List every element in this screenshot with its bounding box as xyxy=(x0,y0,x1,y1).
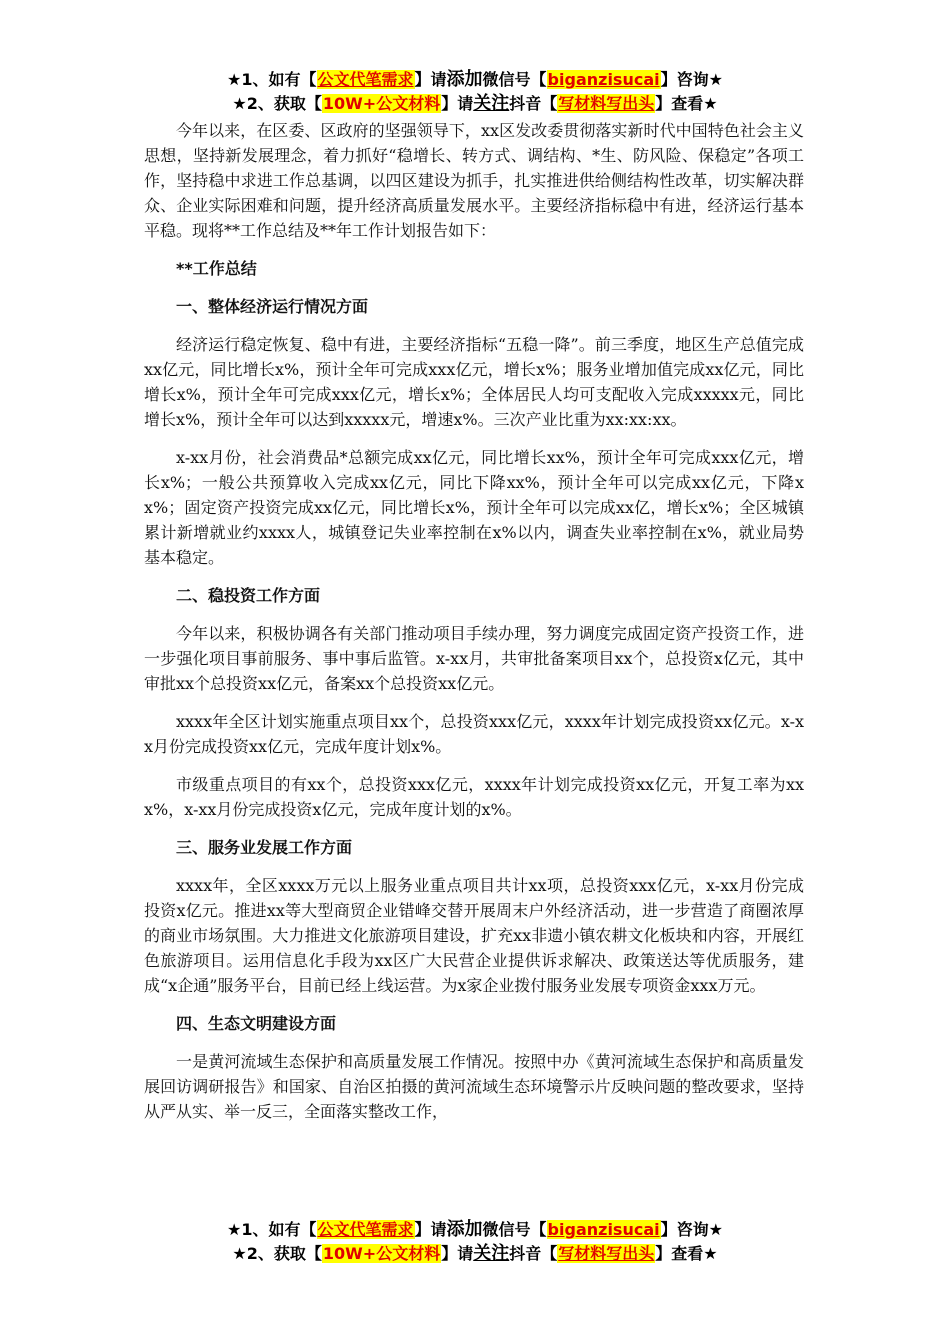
section-1-paragraph-1: 经济运行稳定恢复、稳中有进，主要经济指标“五稳一降”。前三季度，地区生产总值完成xx亿元，同比增长x%，预计全年可完成xxx亿元，增长x%；服务业增加值完成xx亿元，同比增长x%，预计全年可完成xxx亿元，增长x%；全体居民人均可支配收入完成xxxxx元，同比增长x%，预计全年可以达到xxxxx元，增速x%。三次产业比重为xx:xx:xx。 xyxy=(144,335,804,429)
promo-text: 抖音【 xyxy=(509,94,558,113)
promo-text: 】查看★ xyxy=(655,1244,718,1263)
promo-highlight-service: 公文代笔需求 xyxy=(317,70,414,89)
promo-highlight-materials: 10W+公文材料 xyxy=(322,94,441,113)
promo-highlight-materials: 10W+公文材料 xyxy=(322,1244,441,1263)
promo-highlight-service: 公文代笔需求 xyxy=(317,1220,414,1239)
section-1-heading: 一、整体经济运行情况方面 xyxy=(176,297,369,316)
section-2-paragraph-3: 市级重点项目的有xx个，总投资xxx亿元，xxxx年计划完成投资xx亿元，开复工率为xxx%，x-xx月份完成投资x亿元，完成年度计划的x%。 xyxy=(144,775,804,819)
promo-line-2 xyxy=(0,92,950,116)
document-body xyxy=(144,118,804,1124)
promo-text: ★1、如有【 xyxy=(227,70,317,89)
promo-emphasis: 关注 xyxy=(473,93,510,114)
promo-text: 】请 xyxy=(441,1244,474,1263)
section-4-paragraph-1: 一是黄河流域生态保护和高质量发展工作情况。按照中办《黄河流域生态保护和高质量发展回访调研报告》和国家、自治区拍摄的黄河流域生态环境警示片反映问题的整改要求，坚持从严从实、举一反三，全面落实整改工作， xyxy=(144,1052,804,1121)
promo-highlight-douyin: 写材料写出头 xyxy=(558,94,655,113)
promo-highlight-wechat-id: biganzisucai xyxy=(547,1220,660,1239)
promo-text: 】请 xyxy=(441,94,474,113)
intro-paragraph: 今年以来，在区委、区政府的坚强领导下，xx区发改委贯彻落实新时代中国特色社会主义思想，坚持新发展理念，着力抓好“稳增长、转方式、调结构、*生、防风险、保稳定”各项工作，坚持稳中求进工作总基调，以四区建设为抓手，扎实推进供给侧结构性改革，切实解决群众、企业实际困难和问题，提升经济高质量发展水平。主要经济指标稳中有进，经济运行基本平稳。现将**工作总结及**年工作计划报告如下： xyxy=(144,121,804,240)
promo-text: 】查看★ xyxy=(655,94,718,113)
section-2-heading: 二、稳投资工作方面 xyxy=(176,586,321,605)
section-3-paragraph-1: xxxx年，全区xxxx万元以上服务业重点项目共计xx项，总投资xxx亿元，x-xx月份完成投资x亿元。推进xx等大型商贸企业错峰交替开展周末户外经济活动，进一步营造了商圈浓厚的商业市场氛围。大力推进文化旅游项目建设，扩充xx非遗小镇农耕文化板块和内容，开展红色旅游项目。运用信息化手段为xx区广大民营企业提供诉求解决、政策送达等优质服务，建成“x企通”服务平台，目前已经上线运营。为x家企业拨付服务业发展专项资金xxx万元。 xyxy=(144,876,804,995)
promo-line-1 xyxy=(0,1218,950,1242)
promo-line-2 xyxy=(0,1242,950,1266)
section-2-paragraph-1: 今年以来，积极协调各有关部门推动项目手续办理，努力调度完成固定资产投资工作，进一步强化项目事前服务、事中事后监管。x-xx月，共审批备案项目xx个，总投资x亿元，其中审批xx个总投资xx亿元，备案xx个总投资xx亿元。 xyxy=(144,624,804,693)
promo-line-1 xyxy=(0,68,950,92)
section-3-heading: 三、服务业发展工作方面 xyxy=(176,838,353,857)
promo-emphasis: 添加 xyxy=(446,1219,483,1240)
promo-text: 微信号【 xyxy=(482,70,547,89)
promo-text: 】咨询★ xyxy=(660,70,723,89)
promo-emphasis: 添加 xyxy=(446,69,483,90)
promo-emphasis: 关注 xyxy=(473,1243,510,1264)
bottom-promo-banner xyxy=(0,1218,950,1266)
promo-text: ★2、获取【 xyxy=(232,94,322,113)
promo-highlight-wechat-id: biganzisucai xyxy=(547,70,660,89)
section-4-heading: 四、生态文明建设方面 xyxy=(176,1014,337,1033)
promo-text: ★2、获取【 xyxy=(232,1244,322,1263)
section-2-paragraph-2: xxxx年全区计划实施重点项目xx个，总投资xxx亿元，xxxx年计划完成投资xx亿元。x-xx月份完成投资xx亿元，完成年度计划x%。 xyxy=(144,712,804,756)
promo-text: 】请 xyxy=(414,1220,447,1239)
section-1-paragraph-2: x-xx月份，社会消费品*总额完成xx亿元，同比增长xx%，预计全年可完成xxx亿元，增长x%；一般公共预算收入完成xx亿元，同比下降xx%，预计全年可以完成xx亿元，下降xx%；固定资产投资完成xx亿元，同比增长x%，预计全年可以完成xx亿，增长x%；全区城镇累计新增就业约xxxx人，城镇登记失业率控制在x%以内，调查失业率控制在x%，就业局势基本稳定。 xyxy=(144,448,804,567)
top-promo-banner xyxy=(0,68,950,116)
promo-text: 抖音【 xyxy=(509,1244,558,1263)
promo-text: 】请 xyxy=(414,70,447,89)
promo-text: 微信号【 xyxy=(482,1220,547,1239)
summary-heading: **工作总结 xyxy=(176,259,257,278)
promo-highlight-douyin: 写材料写出头 xyxy=(558,1244,655,1263)
promo-text: ★1、如有【 xyxy=(227,1220,317,1239)
promo-text: 】咨询★ xyxy=(660,1220,723,1239)
